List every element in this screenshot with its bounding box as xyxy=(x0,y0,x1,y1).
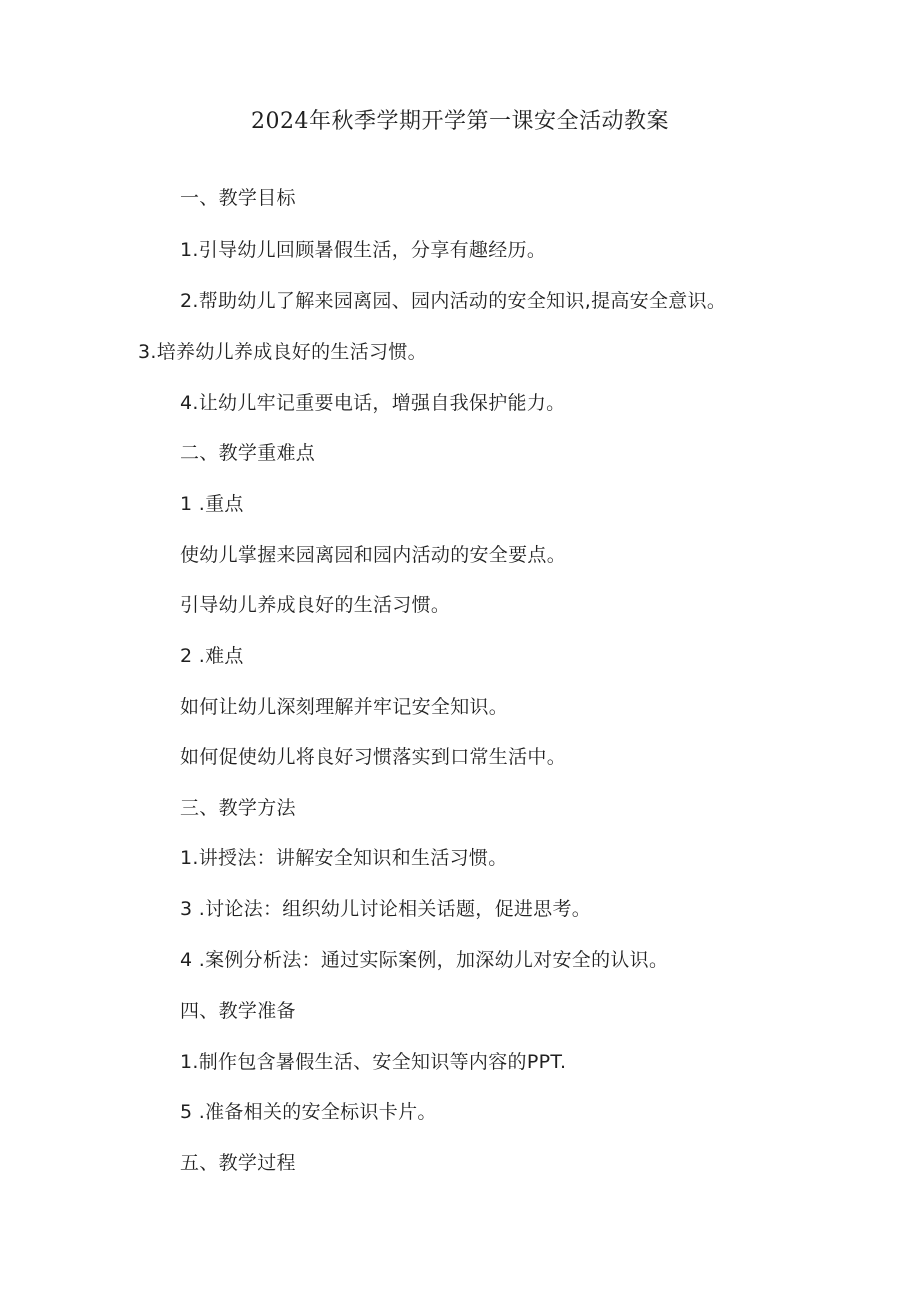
section-heading-key-points: 二、教学重难点 xyxy=(180,442,316,464)
paragraph: 如何促使幼儿将良好习惯落实到口常生活中。 xyxy=(180,746,567,768)
list-item: 3.培养幼儿养成良好的生活习惯。 xyxy=(138,341,427,363)
list-item: 2.帮助幼儿了解来园离园、园内活动的安全知识,提高安全意识。 xyxy=(180,290,727,312)
list-item: 4.让幼儿牢记重要电话，增强自我保护能力。 xyxy=(180,392,566,414)
paragraph: 如何让幼儿深刻理解并牢记安全知识。 xyxy=(180,696,509,718)
subheading-difficulty: 2 .难点 xyxy=(180,645,244,667)
list-item: 1.引导幼儿回顾暑假生活，分享有趣经历。 xyxy=(180,239,547,261)
document-title: 2024年秋季学期开学第一课安全活动教案 xyxy=(251,109,669,134)
list-item: 1.制作包含暑假生活、安全知识等内容的PPT. xyxy=(180,1051,567,1073)
list-item: 5 .准备相关的安全标识卡片。 xyxy=(180,1101,437,1123)
list-item: 3 .讨论法：组织幼儿讨论相关话题，促进思考。 xyxy=(180,898,592,920)
paragraph: 使幼儿掌握来园离园和园内活动的安全要点。 xyxy=(180,544,567,566)
paragraph: 引导幼儿养成良好的生活习惯。 xyxy=(180,594,451,616)
section-heading-process: 五、教学过程 xyxy=(180,1152,296,1174)
section-heading-preparation: 四、教学准备 xyxy=(180,1000,296,1022)
list-item: 1.讲授法：讲解安全知识和生活习惯。 xyxy=(180,847,508,869)
list-item: 4 .案例分析法：通过实际案例，加深幼儿对安全的认识。 xyxy=(180,949,669,971)
subheading-key-point: 1 .重点 xyxy=(180,493,244,515)
section-heading-methods: 三、教学方法 xyxy=(180,797,296,819)
section-heading-objectives: 一、教学目标 xyxy=(180,187,296,209)
